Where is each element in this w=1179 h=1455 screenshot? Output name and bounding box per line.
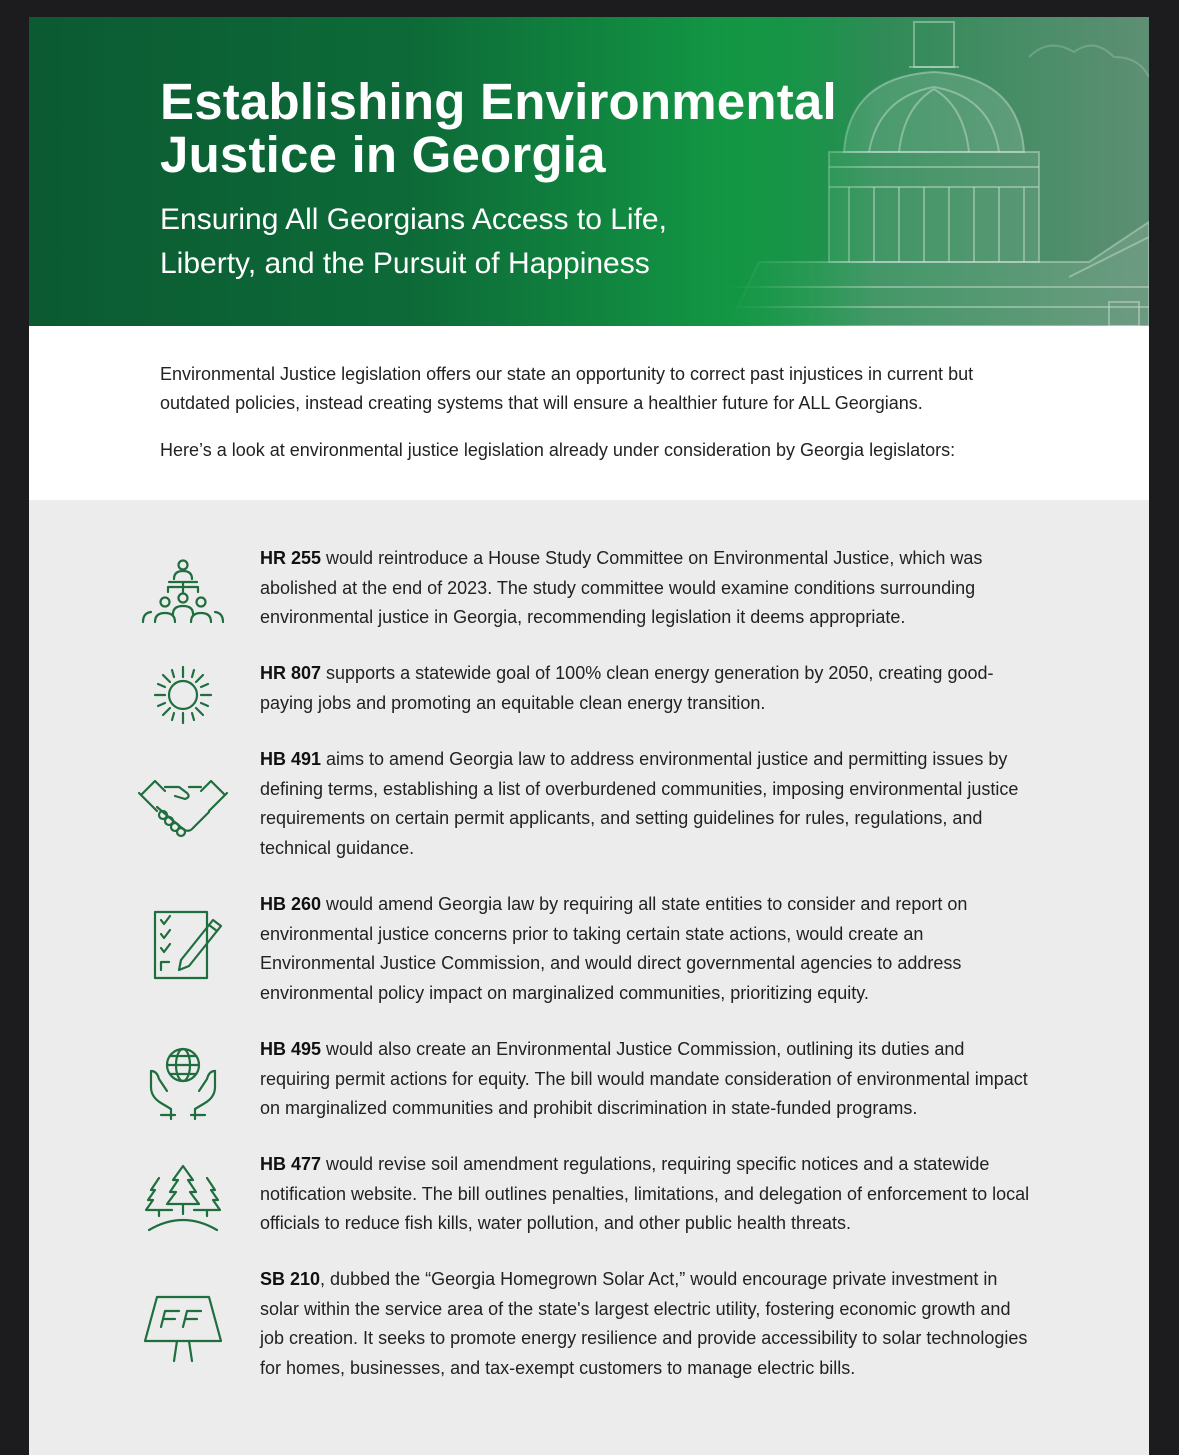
intro-paragraph-1: Environmental Justice legislation offers our state an opportunity to correct past injustices in current but outdated policies, instead creating systems that will ensure a healthier future for ALL Georgians. bbox=[160, 364, 974, 413]
title-line-1: Establishing Environmental bbox=[160, 73, 837, 130]
bill-id: HB 495 bbox=[260, 1039, 322, 1059]
bill-description bbox=[260, 659, 1030, 718]
bill-id: HR 255 bbox=[260, 548, 322, 568]
page-subtitle bbox=[160, 198, 780, 286]
page-title bbox=[160, 75, 920, 181]
team-hierarchy-icon bbox=[135, 552, 231, 632]
document-page bbox=[29, 17, 1149, 1455]
bill-description bbox=[260, 1035, 1030, 1124]
header-banner bbox=[29, 17, 1149, 326]
bill-description bbox=[260, 1150, 1030, 1239]
bill-text: would amend Georgia law by requiring all state entities to consider and report on environmental justice concerns prior to taking certain state actions, would create an Environmental Justice Commission, and would direct governmental agencies to address environmental policy impact on marginalized communities, prioritizing equity. bbox=[260, 894, 968, 1003]
intro-paragraph-2: Here’s a look at environmental justice legislation already under consideration by Georgia legislators: bbox=[160, 440, 956, 460]
bill-id: HB 491 bbox=[260, 749, 322, 769]
subtitle-line-1: Ensuring All Georgians Access to Life, bbox=[160, 203, 667, 236]
handshake-icon bbox=[135, 765, 231, 845]
bill-text: supports a statewide goal of 100% clean energy generation by 2050, creating good-paying jobs and promoting an equitable clean energy transition. bbox=[260, 663, 994, 713]
bill-description bbox=[260, 544, 1030, 633]
bill-description bbox=[260, 745, 1030, 863]
bill-text: would reintroduce a House Study Committee on Environmental Justice, which was abolished at the end of 2023. The study committee would examine conditions surrounding environmental justice in Georgia, recommending legislation it deems appropriate. bbox=[260, 548, 983, 627]
bill-id: HR 807 bbox=[260, 663, 322, 683]
solar-panel-icon bbox=[135, 1289, 231, 1369]
subtitle-line-2: Liberty, and the Pursuit of Happiness bbox=[160, 247, 650, 280]
sun-icon bbox=[135, 655, 231, 735]
bill-description bbox=[260, 1265, 1030, 1383]
title-line-2: Justice in Georgia bbox=[160, 126, 606, 183]
hands-globe-icon bbox=[135, 1045, 231, 1125]
bill-text: would also create an Environmental Justice Commission, outlining its duties and requiring permit actions for equity. The bill would mandate consideration of environmental impact on marginalized communities and prohibit discrimination in state-funded programs. bbox=[260, 1039, 1028, 1118]
pine-trees-icon bbox=[135, 1160, 231, 1240]
intro-section bbox=[29, 326, 1149, 500]
bill-text: would revise soil amendment regulations, requiring specific notices and a statewide notification website. The bill outlines penalties, limitations, and delegation of enforcement to local officials to reduce fish kills, water pollution, and other public health threats. bbox=[260, 1154, 1030, 1233]
bill-id: HB 477 bbox=[260, 1154, 322, 1174]
checklist-pen-icon bbox=[135, 908, 231, 988]
bill-text: , dubbed the “Georgia Homegrown Solar Act,” would encourage private investment in solar within the service area of the state's largest electric utility, fostering economic growth and job creation. It seeks to promote energy resilience and provide accessibility to solar technologies for homes, businesses, and tax-exempt customers to manage electric bills. bbox=[260, 1269, 1028, 1378]
bill-id: SB 210 bbox=[260, 1269, 321, 1289]
bill-description bbox=[260, 890, 1030, 1008]
bill-text: aims to amend Georgia law to address environmental justice and permitting issues by defining terms, establishing a list of overburdened communities, imposing environmental justice requirements on certain permit applicants, and setting guidelines for rules, regulations, and technical guidance. bbox=[260, 749, 1019, 858]
bill-id: HB 260 bbox=[260, 894, 322, 914]
